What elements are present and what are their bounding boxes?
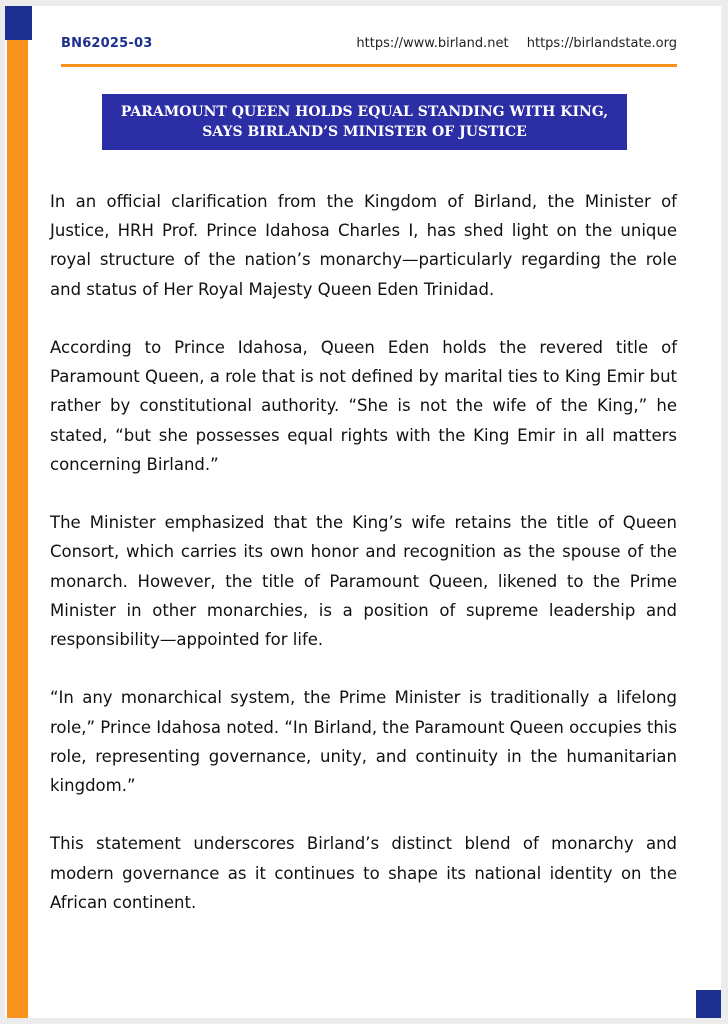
paragraph-3: The Minister emphasized that the King’s wife retains the title of Queen Consort, which carries its own honor and recognition as the spouse of the monarch. However, the title of Paramount Queen, likened to the Prime Minister in other monarchies, is a position of supreme leadership and responsibility—appointed for life. bbox=[50, 513, 677, 650]
paragraph-4: “In any monarchical system, the Prime Minister is traditionally a lifelong role,” Prince Idahosa noted. “In Birland, the Paramount Queen occupies this role, representing governance, unity, and continuity in the humanitarian kingdom.” bbox=[50, 688, 677, 796]
headline-line-2: SAYS BIRLAND’S MINISTER OF JUSTICE bbox=[202, 124, 527, 140]
paragraph-5: This statement underscores Birland’s distinct blend of monarchy and modern governance as it continues to shape its national identity on the African continent. bbox=[50, 834, 677, 912]
header-links bbox=[356, 36, 677, 51]
website-link-birlandstate-org[interactable]: https://birlandstate.org bbox=[526, 36, 677, 51]
corner-decoration-bottom-right bbox=[696, 990, 721, 1018]
document-header bbox=[61, 36, 677, 56]
document-page bbox=[5, 6, 721, 1018]
corner-decoration-top-left bbox=[5, 6, 32, 40]
article-body bbox=[50, 187, 677, 917]
header-divider bbox=[61, 64, 677, 67]
paragraph-2: According to Prince Idahosa, Queen Eden holds the revered title of Paramount Queen, a role that is not defined by marital ties to King Emir but rather by constitutional authority. “She is not the wife of the King,” he stated, “but she possesses equal rights with the King Emir in all matters concerning Birland.” bbox=[50, 338, 677, 474]
headline-line-1: PARAMOUNT QUEEN HOLDS EQUAL STANDING WITH KING, bbox=[120, 104, 609, 120]
document-id: BN62025-03 bbox=[61, 36, 153, 51]
headline-banner bbox=[102, 94, 627, 150]
website-link-birland-net[interactable]: https://www.birland.net bbox=[356, 36, 509, 51]
orange-side-bar bbox=[7, 40, 28, 1018]
paragraph-1: In an official clarification from the Kingdom of Birland, the Minister of Justice, HRH Prof. Prince Idahosa Charles I, has shed light on the unique royal structure of the nation’s monarchy—particularly regarding the role and status of Her Royal Majesty Queen Eden Trinidad. bbox=[50, 192, 677, 299]
